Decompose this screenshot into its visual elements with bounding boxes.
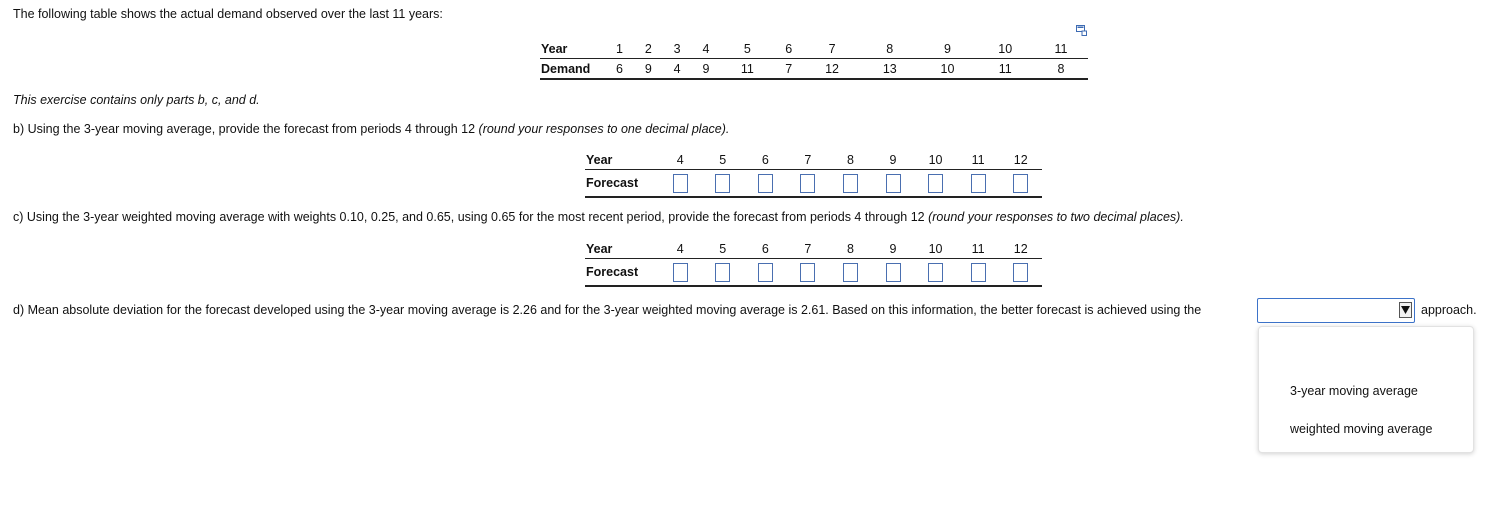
part-c-forecast-table	[585, 239, 1042, 287]
year-cell: 2	[634, 39, 663, 59]
year-cell: 7	[787, 150, 830, 170]
demand-cell: 10	[919, 59, 977, 80]
demand-cell: 6	[605, 59, 634, 80]
part-d-suffix: approach.	[1421, 303, 1477, 317]
year-cell: 6	[744, 150, 787, 170]
part-c-forecast-label: Forecast	[585, 259, 659, 287]
forecast-input-c[interactable]	[928, 263, 943, 282]
year-cell: 7	[803, 39, 861, 59]
year-cell: 9	[919, 39, 977, 59]
year-cell: 10	[976, 39, 1034, 59]
demand-cell: 9	[634, 59, 663, 80]
part-b-year-label: Year	[585, 150, 659, 170]
demand-cell: 8	[1034, 59, 1088, 80]
part-b-year-row	[585, 150, 1042, 170]
forecast-input-c[interactable]	[715, 263, 730, 282]
year-cell: 5	[701, 239, 744, 259]
forecast-input-b[interactable]	[843, 174, 858, 193]
part-b-forecast-label: Forecast	[585, 170, 659, 198]
forecast-cell	[701, 170, 744, 198]
demand-cell: 11	[976, 59, 1034, 80]
approach-dropdown[interactable]	[1257, 298, 1415, 323]
year-cell: 1	[605, 39, 634, 59]
forecast-cell	[659, 259, 702, 287]
copy-data-icon[interactable]	[1076, 25, 1087, 39]
forecast-input-b[interactable]	[928, 174, 943, 193]
part-b-forecast-row	[585, 170, 1042, 198]
option-weighted-moving-average[interactable]: weighted moving average	[1290, 422, 1433, 436]
approach-dropdown-menu	[1258, 326, 1474, 453]
year-cell: 11	[957, 150, 1000, 170]
demand-cell: 11	[720, 59, 774, 80]
year-cell: 12	[999, 150, 1042, 170]
forecast-input-c[interactable]	[1013, 263, 1028, 282]
forecast-input-c[interactable]	[673, 263, 688, 282]
demand-value-row	[540, 59, 1088, 80]
demand-cell: 13	[861, 59, 919, 80]
year-cell: 3	[663, 39, 692, 59]
dropdown-arrow-icon[interactable]	[1399, 302, 1412, 318]
demand-table	[540, 39, 1088, 80]
demand-cell: 4	[663, 59, 692, 80]
forecast-input-b[interactable]	[715, 174, 730, 193]
part-b-forecast-table	[585, 150, 1042, 198]
forecast-cell	[872, 170, 915, 198]
forecast-cell	[999, 259, 1042, 287]
forecast-cell	[957, 170, 1000, 198]
demand-cell: 12	[803, 59, 861, 80]
forecast-cell	[659, 170, 702, 198]
forecast-cell	[872, 259, 915, 287]
year-cell: 4	[659, 150, 702, 170]
demand-row-label: Demand	[540, 59, 605, 80]
forecast-cell	[957, 259, 1000, 287]
demand-cell: 7	[774, 59, 803, 80]
forecast-cell	[744, 259, 787, 287]
part-b-question-text: b) Using the 3-year moving average, provide the forecast from periods 4 through 12	[13, 122, 479, 136]
forecast-cell	[701, 259, 744, 287]
part-d-question: d) Mean absolute deviation for the forecast developed using the 3-year moving average is 2.26 and for the 3-year weighted moving average is 2.61. Based on this information, the better forecast is achieved using the	[13, 303, 1202, 317]
year-cell: 11	[1034, 39, 1088, 59]
year-cell: 6	[744, 239, 787, 259]
forecast-input-b[interactable]	[758, 174, 773, 193]
forecast-cell	[787, 259, 830, 287]
year-cell: 7	[787, 239, 830, 259]
forecast-input-b[interactable]	[800, 174, 815, 193]
year-cell: 5	[701, 150, 744, 170]
year-cell: 5	[720, 39, 774, 59]
forecast-cell	[914, 170, 957, 198]
year-cell: 9	[872, 239, 915, 259]
forecast-cell	[829, 170, 872, 198]
year-cell: 12	[999, 239, 1042, 259]
forecast-input-c[interactable]	[886, 263, 901, 282]
demand-cell: 9	[692, 59, 721, 80]
demand-year-row	[540, 39, 1088, 59]
forecast-input-b[interactable]	[1013, 174, 1028, 193]
year-cell: 10	[914, 150, 957, 170]
year-cell: 8	[861, 39, 919, 59]
forecast-input-c[interactable]	[843, 263, 858, 282]
part-c-year-label: Year	[585, 239, 659, 259]
part-c-question-text: c) Using the 3-year weighted moving average with weights 0.10, 0.25, and 0.65, using 0.65 for the most recent period, provide the forecast from periods 4 through 12	[13, 210, 929, 224]
exercise-note: This exercise contains only parts b, c, and d.	[13, 93, 260, 107]
option-3-year-moving-average[interactable]: 3-year moving average	[1290, 384, 1418, 398]
forecast-cell	[999, 170, 1042, 198]
forecast-input-c[interactable]	[758, 263, 773, 282]
forecast-cell	[829, 259, 872, 287]
forecast-cell	[744, 170, 787, 198]
part-c-year-row	[585, 239, 1042, 259]
year-cell: 8	[829, 150, 872, 170]
forecast-input-b[interactable]	[673, 174, 688, 193]
year-cell: 10	[914, 239, 957, 259]
forecast-input-c[interactable]	[971, 263, 986, 282]
forecast-input-b[interactable]	[971, 174, 986, 193]
year-cell: 4	[692, 39, 721, 59]
year-cell: 8	[829, 239, 872, 259]
forecast-input-c[interactable]	[800, 263, 815, 282]
year-row-label: Year	[540, 39, 605, 59]
part-b-hint: (round your responses to one decimal place).	[478, 122, 730, 136]
forecast-input-b[interactable]	[886, 174, 901, 193]
forecast-cell	[914, 259, 957, 287]
part-c-forecast-row	[585, 259, 1042, 287]
year-cell: 4	[659, 239, 702, 259]
part-c-hint: (round your responses to two decimal places).	[928, 210, 1184, 224]
year-cell: 9	[872, 150, 915, 170]
part-c-question	[13, 210, 1184, 224]
forecast-cell	[787, 170, 830, 198]
part-b-question	[13, 122, 729, 136]
year-cell: 6	[774, 39, 803, 59]
intro-text: The following table shows the actual demand observed over the last 11 years:	[13, 7, 443, 21]
year-cell: 11	[957, 239, 1000, 259]
